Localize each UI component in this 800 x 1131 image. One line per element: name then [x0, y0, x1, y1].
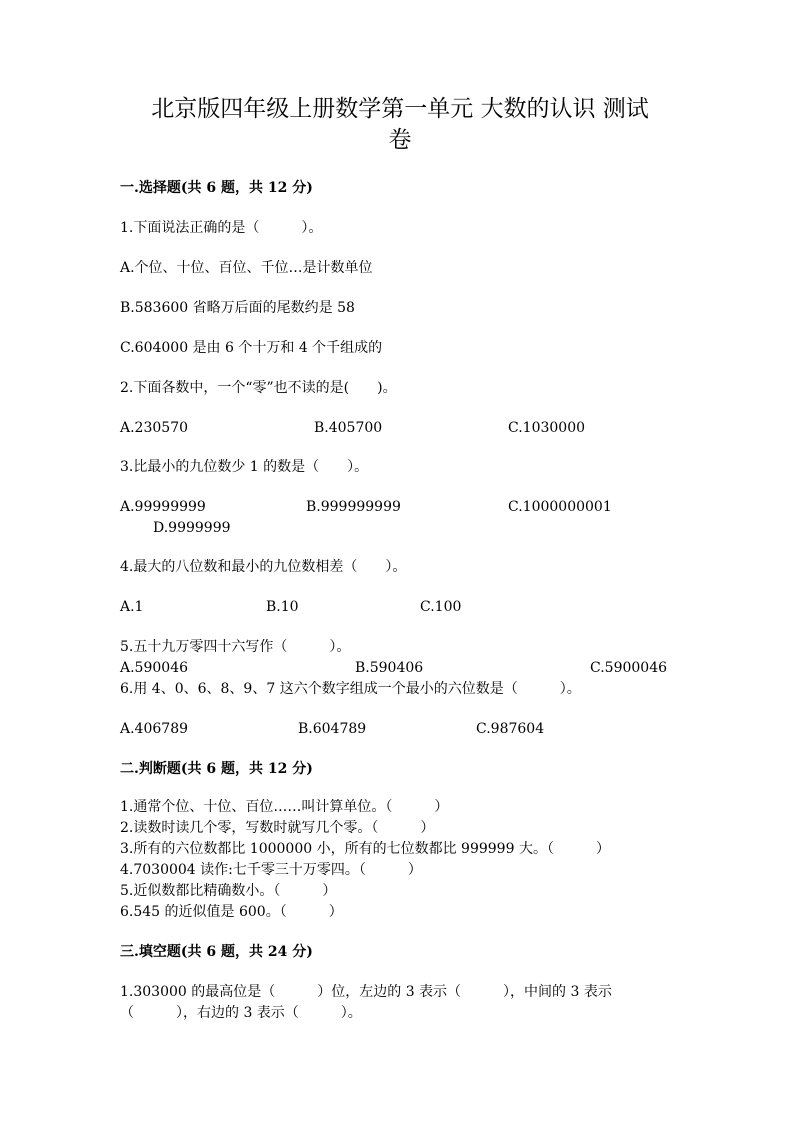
judge-item: 1.通常个位、十位、百位……叫计算单位。（ ） — [120, 799, 449, 815]
section-heading-choice: 一.选择题(共 6 题，共 12 分) — [120, 180, 313, 196]
option-c: C.604000 是由 6 个十万和 4 个千组成的 — [120, 340, 383, 356]
option-a: A.590046 — [120, 660, 189, 676]
option-c: C.1000000001 — [508, 499, 612, 515]
option-c: C.5900046 — [590, 660, 668, 676]
question-stem: 4.最大的八位数和最小的九位数相差（ ）。 — [120, 559, 407, 575]
judge-item: 3.所有的六位数都比 1000000 小，所有的七位数都比 999999 大。（ ） — [120, 841, 610, 857]
option-a: A.230570 — [120, 420, 189, 436]
option-c: C.987604 — [476, 721, 545, 737]
option-b: B.10 — [266, 599, 299, 615]
option-a: A.406789 — [120, 721, 189, 737]
question-stem: 1.下面说法正确的是（ ）。 — [120, 220, 323, 236]
option-b: B.405700 — [314, 420, 383, 436]
option-b: B.999999999 — [306, 499, 401, 515]
option-a: A.1 — [120, 599, 144, 615]
page-title — [120, 94, 680, 156]
section-heading-fill: 三.填空题(共 6 题，共 24 分) — [120, 944, 313, 960]
judge-item: 6.545 的近似值是 600。（ ） — [120, 904, 343, 920]
question-stem: 2.下面各数中，一个“零”也不读的是( )。 — [120, 380, 397, 396]
option-b: B.604789 — [298, 721, 367, 737]
option-c: C.100 — [420, 599, 462, 615]
page-title-line1: 北京版四年级上册数学第一单元 大数的认识 测试 — [151, 96, 649, 122]
question-stem: 5.五十九万零四十六写作（ ）。 — [120, 639, 351, 655]
judge-item: 2.读数时读几个零，写数时就写几个零。（ ） — [120, 820, 435, 836]
judge-item: 5.近似数都比精确数小。（ ） — [120, 883, 337, 899]
question-stem: 3.比最小的九位数少 1 的数是（ ）。 — [120, 459, 369, 475]
section-heading-judge: 二.判断题(共 6 题，共 12 分) — [120, 761, 313, 777]
fill-question-line: （ ），右边的 3 表示（ ）。 — [120, 1005, 362, 1021]
option-a: A.个位、十位、百位、千位…是计数单位 — [120, 260, 373, 276]
option-b: B.583600 省略万后面的尾数约是 58 — [120, 300, 355, 316]
page-title-line2: 卷 — [388, 127, 412, 153]
option-d: D.9999999 — [153, 520, 231, 536]
fill-question-line: 1.303000 的最高位是（ ）位，左边的 3 表示（ ），中间的 3 表示 — [120, 984, 612, 1000]
option-a: A.99999999 — [120, 499, 206, 515]
option-b: B.590406 — [355, 660, 424, 676]
option-c: C.1030000 — [508, 420, 586, 436]
question-stem: 6.用 4、0、6、8、9、7 这六个数字组成一个最小的六位数是（ ）。 — [120, 681, 581, 697]
judge-item: 4.7030004 读作:七千零三十万零四。（ ） — [120, 862, 422, 878]
